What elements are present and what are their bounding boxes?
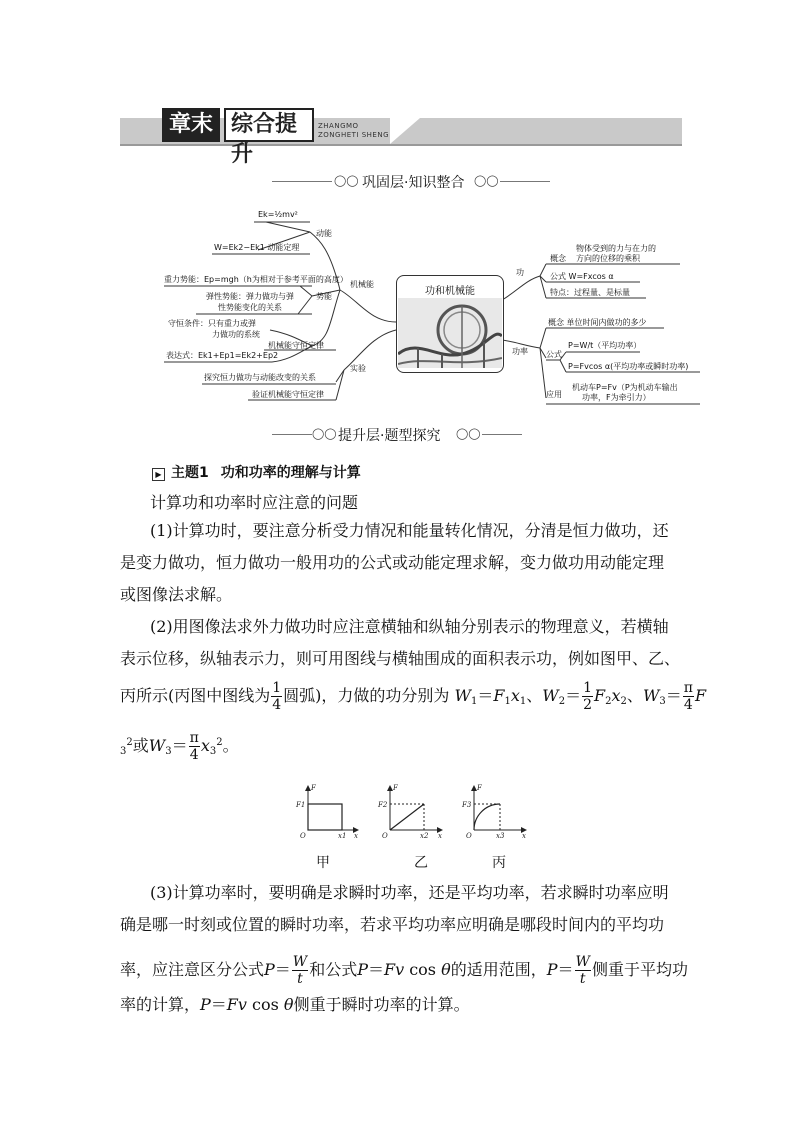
mm-branch-gong: 功	[516, 268, 524, 277]
g1-F-label: F	[311, 784, 316, 792]
mm-gonglv-f2: P=Fvcos α(平均功率或瞬时功率)	[568, 362, 689, 371]
mm-dongneng-formula: Ek=½mv²	[258, 210, 298, 219]
para3-line1: (3)计算功率时，要明确是求瞬时功率，还是平均功率，若求瞬时功率应明	[150, 883, 669, 902]
mm-exp1: 探究恒力做功与动能改变的关系	[204, 373, 316, 382]
topic-title: 功和功率的理解与计算	[220, 465, 361, 481]
graph-jia	[308, 786, 358, 830]
mm-gonglv-f1: P=W/t（平均功率）	[568, 341, 642, 350]
banner-chip-zhangmo: 章末	[162, 108, 220, 142]
g2-O-label: O	[382, 832, 388, 840]
mm-gong-concept-label: 概念	[550, 254, 566, 263]
divider-knot-icon: ◯◯	[334, 174, 359, 187]
mm-gonglv-concept: 概念 单位时间内做功的多少	[548, 318, 647, 327]
para2-line3: 丙所示(丙图中图线为 $\frac{1}{4}$ 圆弧)，力做的功分别为 $W_1=F_1x_1$、$W_2=$ $\frac{1}{2}$ $F_2x_2$、$W_3=$ $\frac{\pi}{4}$ F	[120, 680, 707, 713]
para3-line4: 率的计算，P＝Fv cos θ侧重于瞬时功率的计算。	[120, 995, 470, 1014]
banner-pinyin: ZHANGMO ZONGHETI SHENG	[318, 122, 390, 139]
divider-line-right	[482, 434, 522, 435]
mm-exp2: 验证机械能守恒定律	[252, 390, 324, 399]
g2-x2-label: x2	[420, 832, 429, 840]
mm-shineng-elastic-1: 弹性势能：弹力做功与弹	[206, 292, 294, 301]
mm-branch-shineng: 势能	[316, 292, 332, 301]
caption-bing: 丙	[492, 855, 506, 871]
mm-branch-gonglv: 功率	[512, 347, 528, 356]
mm-gong-feature: 特点：过程量、是标量	[550, 288, 630, 297]
mm-dongneng-theorem: W=Ek2−Ek1 动能定理	[214, 243, 300, 252]
mm-gonglv-app-label: 应用	[546, 390, 562, 399]
banner-chip-zonghe: 综合提升	[224, 108, 314, 142]
mm-shouheng-expr: 表达式：Ek1+Ep1=Ek2+Ep2	[166, 351, 279, 360]
mm-branch-jixieneng: 机械能	[350, 280, 374, 289]
graphs-figure	[290, 780, 540, 840]
fraction-quarter: $\frac{1}{4}$	[272, 680, 282, 713]
section-title-knowledge: 巩固层·知识整合	[362, 175, 465, 191]
mm-gong-concept-1: 物体受到的力与在力的	[576, 244, 656, 253]
mm-branch-shiyan: 实验	[350, 364, 366, 373]
subheading: 计算功和功率时应注意的问题	[150, 493, 359, 512]
para3-line3: 率，应注意区分公式P＝ $\frac{W}{t}$ 和公式P＝Fv cos θ的适用范围，P＝ $\frac{W}{t}$ 侧重于平均功	[120, 954, 688, 987]
g3-F3-label: F3	[462, 801, 472, 809]
g1-x-label: x	[354, 832, 358, 840]
para1-line3: 或图像法求解。	[120, 585, 233, 604]
mindmap-center-title: 功和机械能	[425, 286, 475, 297]
mm-shineng-gravity: 重力势能：Ep=mgh（h为相对于参考平面的高度）	[164, 275, 348, 284]
divider-line-left	[272, 434, 312, 435]
g1-O-label: O	[300, 832, 306, 840]
mm-gonglv-app-1: 机动车P=Fv（P为机动车输出	[572, 383, 678, 392]
mm-gong-concept-2: 方向的位移的乘积	[576, 254, 640, 263]
graph-yi	[390, 786, 442, 830]
mm-gonglv-formula-label: 公式	[546, 350, 562, 359]
rollercoaster-image	[398, 298, 502, 368]
topic-heading	[152, 462, 361, 482]
section-title-explore: 提升层·题型探究	[338, 428, 441, 444]
mm-gong-formula: 公式 W=Fxcos α	[550, 272, 614, 281]
g1-F1-label: F1	[296, 801, 306, 809]
para2-line2: 表示位移，纵轴表示力，则可用图线与横轴围成的面积表示功，例如图甲、乙、	[120, 649, 681, 668]
g3-O-label: O	[466, 832, 472, 840]
g3-x-label: x	[522, 832, 526, 840]
para1-line1: (1)计算功时，要注意分析受力情况和能量转化情况，分清是恒力做功，还	[150, 521, 669, 540]
caption-jia: 甲	[316, 855, 330, 871]
graph-bing	[474, 786, 526, 830]
divider-knot-icon: ◯◯	[474, 174, 499, 187]
g1-x1-label: x1	[338, 832, 347, 840]
mindmap-center-node	[396, 275, 504, 373]
mm-shouheng-cond-1: 守恒条件：只有重力或弹	[168, 319, 256, 328]
play-triangle-icon: ▶	[152, 468, 165, 481]
g3-x3-label: x3	[496, 832, 505, 840]
divider-knot-icon: ◯◯	[312, 427, 337, 440]
g2-x-label: x	[438, 832, 442, 840]
para2-line4: $_3^2$或$W_3=$ $\frac{\pi}{4}$ $x_3^2$。	[120, 730, 239, 763]
mm-shineng-elastic-2: 性势能变化的关系	[218, 303, 282, 312]
mm-gonglv-app-2: 功率，F为牵引力）	[582, 393, 651, 402]
mm-shouheng-cond-2: 力做功的系统	[212, 330, 260, 339]
caption-yi: 乙	[414, 855, 428, 871]
topic-label: 主题1	[171, 465, 209, 481]
para2-line1: (2)用图像法求外力做功时应注意横轴和纵轴分别表示的物理意义，若横轴	[150, 617, 669, 636]
mm-shouheng-law: 机械能守恒定律	[268, 341, 324, 350]
mm-branch-dongneng: 动能	[316, 229, 332, 238]
para3-line2: 确是哪一时刻或位置的瞬时功率，若求平均功率应明确是哪段时间内的平均功	[120, 915, 665, 934]
para1-line2: 是变力做功，恒力做功一般用功的公式或动能定理求解，变力做功用动能定理	[120, 553, 665, 572]
g2-F2-label: F2	[378, 801, 388, 809]
g3-F-label: F	[477, 784, 482, 792]
divider-knot-icon: ◯◯	[456, 427, 481, 440]
g2-F-label: F	[393, 784, 398, 792]
